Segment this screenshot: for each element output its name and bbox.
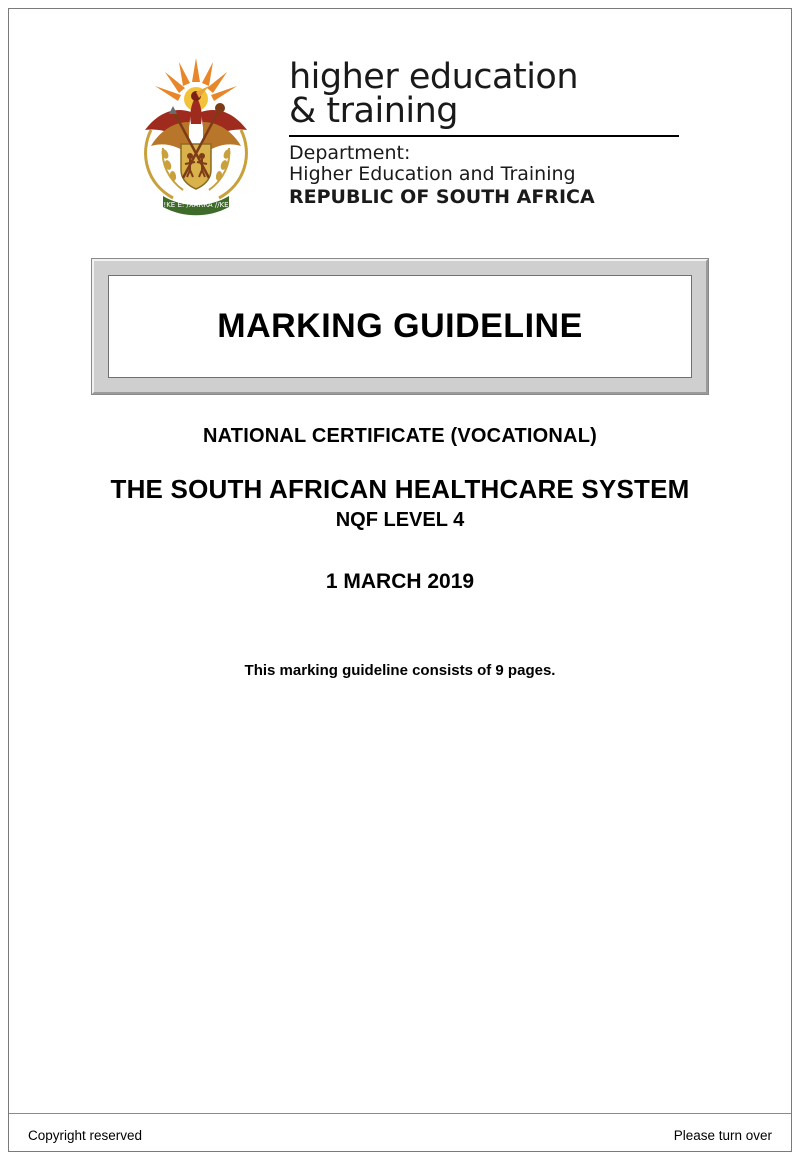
department-name: Higher Education and Training [289, 163, 576, 186]
title-plaque-wrapper [40, 258, 760, 395]
footer-divider [9, 1113, 791, 1114]
south-african-coat-of-arms-icon [121, 52, 271, 220]
page-title: MARKING GUIDELINE [217, 307, 583, 345]
page-count-note: This marking guideline consists of 9 pages. [244, 662, 556, 679]
brand-line-2: & training [289, 91, 459, 132]
brand-line-1: higher education [289, 57, 579, 97]
footer-turn-over: Please turn over [673, 1128, 772, 1143]
exam-info-block [40, 425, 760, 679]
department-label: Department: [289, 141, 411, 164]
title-plaque [91, 258, 709, 395]
title-plaque-inner [108, 275, 692, 378]
page-footer [28, 1128, 772, 1143]
nqf-level: NQF LEVEL 4 [335, 509, 465, 531]
country-name: REPUBLIC OF SOUTH AFRICA [289, 186, 595, 209]
coat-of-arms-motto: !KE E: /XARRA //KE [163, 201, 229, 209]
footer-copyright: Copyright reserved [28, 1128, 143, 1143]
document-header [40, 0, 760, 220]
certificate-name: NATIONAL CERTIFICATE (VOCATIONAL) [203, 425, 597, 447]
exam-date: 1 MARCH 2019 [325, 570, 475, 593]
wordmark-divider [289, 135, 679, 137]
department-wordmark [289, 52, 679, 209]
subject-name: THE SOUTH AFRICAN HEALTHCARE SYSTEM [110, 474, 690, 504]
